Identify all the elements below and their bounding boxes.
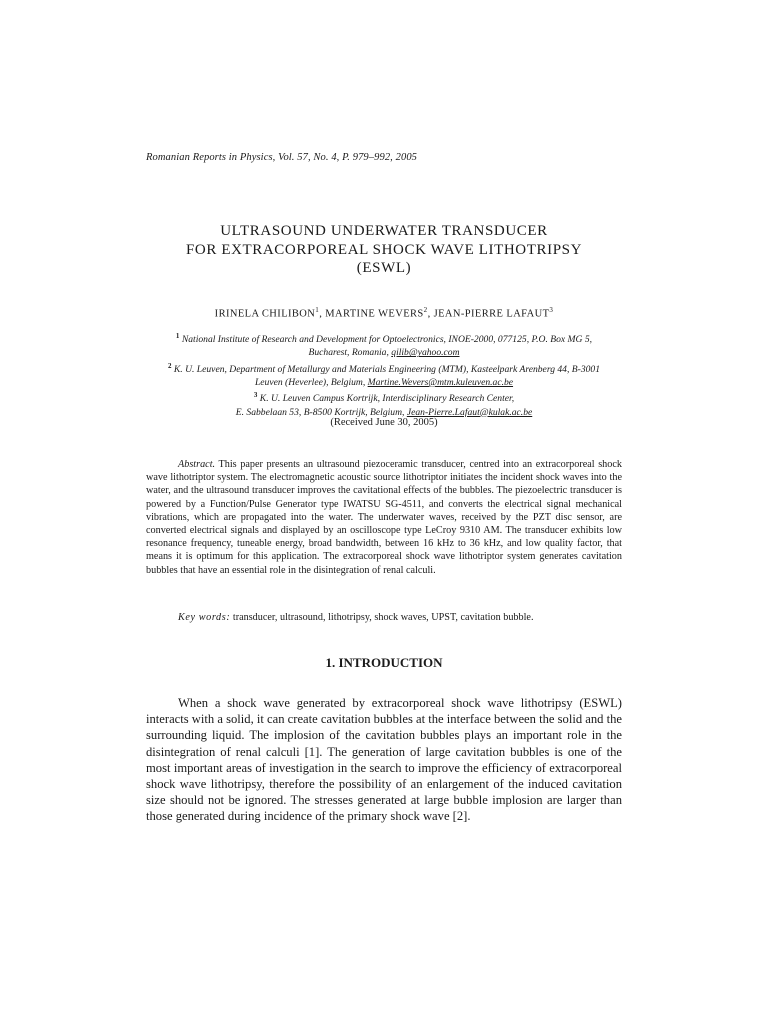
email-link[interactable]: Jean-Pierre.Lafaut@kulak.ac.be [406, 406, 533, 418]
abstract [146, 458, 622, 577]
abstract-paragraph [146, 458, 622, 577]
affiliation-1-line-2 [0, 346, 768, 359]
author-affiliation-mark: 3 [549, 306, 554, 314]
abstract-text: This paper presents an ultrasound piezoceramic transducer, centred into an extracorporeal shock wave lithotriptor system. The electromagnetic acoustic source lithotriptor initiates the incident shock waves into the water, and the ultrasound transducer improves the cavitational effects of the bubbles. The piezoelectric transducer is powered by a Function/Pulse Generator type IWATSU SG-4511, and converts the electrical signal mechanical vibrations, which are propagated into the water. The underwater waves, received by the PZT disc sensor, are converted electrical signals and displayed by an oscilloscope type LeCroy 9310 AM. The transducer exhibits low resonance frequency, tuneable energy, broad bandwidth, between 16 kHz to 36 kHz, and low quality factor, that means it is optimum for this application. The extracorporeal shock wave lithotriptor system generates cavitation bubbles that have an essential role in the disintegration of renal calculi. [146, 459, 622, 576]
affiliation-text: Leuven (Heverlee), Belgium, [254, 376, 368, 388]
author-affiliation-mark: 2 [423, 306, 428, 314]
author-name: JEAN-PIERRE LAFAUT [433, 308, 550, 320]
author-affiliation-mark: 1 [315, 306, 320, 314]
keywords [178, 612, 534, 623]
author-list [0, 306, 768, 320]
title-line-1: ULTRASOUND UNDERWATER TRANSDUCER [220, 223, 548, 239]
title-line-2: FOR EXTRACORPOREAL SHOCK WAVE LITHOTRIPSY [185, 241, 583, 258]
section-heading: 1. INTRODUCTION [325, 655, 443, 670]
affiliation-2-line-2 [0, 376, 768, 389]
keywords-text: transducer, ultrasound, lithotripsy, shock waves, UPST, cavitation bubble. [232, 612, 534, 623]
affiliation-text: K. U. Leuven Campus Kortrijk, Interdisciplinary Research Center, [259, 393, 515, 405]
affiliation-mark: 3 [253, 391, 258, 400]
affiliation-mark: 1 [175, 332, 180, 340]
affiliation-text: Bucharest, Romania, [308, 347, 392, 359]
affiliations [0, 330, 768, 419]
author-separator: , [319, 308, 326, 320]
abstract-label: Abstract. [178, 459, 216, 470]
author-name: IRINELA CHILIBON [214, 308, 316, 320]
body-text [146, 695, 622, 825]
affiliation-text: E. Sabbelaan 53, B-8500 Kortrijk, Belgium, [235, 406, 407, 418]
title-line-3: (ESWL) [356, 260, 412, 276]
journal-reference: Romanian Reports in Physics, Vol. 57, No. 4, P. 979–992, 2005 [146, 152, 418, 163]
affiliation-1-line-1 [0, 330, 768, 346]
affiliation-3-line-1 [0, 389, 768, 405]
author-name: MARTINE WEVERS [325, 308, 424, 320]
email-link[interactable]: qilib@yahoo.com [391, 347, 460, 359]
body-paragraph: When a shock wave generated by extracorporeal shock wave lithotripsy (ESWL) interacts with a solid, it can create cavitation bubbles at the interface between the solid and the surrounding liquid. The implosion of the cavitation bubbles plays an important role in the disintegration of renal calculi [1]. The generation of large cavitation bubbles is one of the most important areas of investigation in the search to improve the efficiency of extracorporeal shock wave lithotripsy, therefore the possibility of an enlargement of the induced cavitation size should not be ignored. The stresses generated at large bubble implosion are larger than those generated during incidence of the primary shock wave [2]. [146, 696, 622, 824]
keywords-label: Key words: [178, 612, 231, 623]
received-date: (Received June 30, 2005) [330, 417, 438, 428]
affiliation-mark: 2 [167, 361, 172, 370]
affiliation-text: K. U. Leuven, Department of Metallurgy and Materials Engineering (MTM), Kasteelpark Arenberg 44, B-3001 [173, 363, 601, 375]
affiliation-2-line-1 [0, 360, 768, 376]
paper-title [0, 222, 768, 278]
affiliation-text: National Institute of Research and Development for Optoelectronics, INOE-2000, 077125, P.O. Box MG 5, [181, 334, 593, 346]
email-link[interactable]: Martine.Wevers@mtm.kuleuven.ac.be [367, 376, 514, 388]
author-separator: , [427, 308, 434, 320]
